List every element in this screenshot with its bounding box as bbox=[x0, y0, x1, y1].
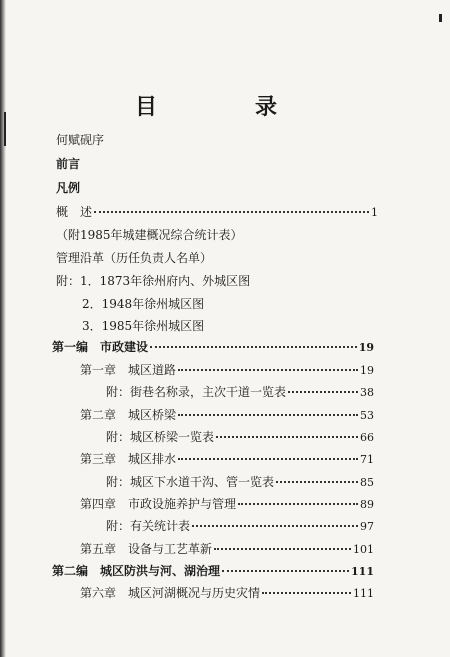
toc-entry-label: 附：城区下水道干沟、管一览表 bbox=[106, 475, 275, 489]
toc-entry-label: 第二编 城区防洪与河、湖治理 bbox=[52, 564, 221, 578]
toc-entry-preface-he bbox=[56, 132, 104, 148]
leader-dots bbox=[216, 435, 358, 438]
leader-dots bbox=[238, 502, 358, 505]
toc-page-number: 111 bbox=[351, 565, 374, 578]
toc-entry-label: 第一编 市政建设 bbox=[52, 340, 149, 354]
leader-dots bbox=[222, 569, 349, 572]
toc-page-number: 89 bbox=[360, 498, 374, 511]
toc-entry-label: 第四章 市政设施养护与管理 bbox=[80, 497, 237, 511]
toc-entry-chapter-5 bbox=[80, 541, 374, 558]
toc-entry-appendix-bridges bbox=[106, 429, 374, 446]
toc-entry-guide bbox=[56, 180, 80, 196]
toc-page-number: 66 bbox=[360, 431, 374, 444]
toc-entry-label: 何赋砚序 bbox=[56, 133, 105, 147]
toc-page-number: 97 bbox=[360, 520, 374, 533]
toc-page-number: 38 bbox=[360, 386, 374, 399]
leader-dots bbox=[178, 368, 358, 371]
toc-entry-appendix-stats bbox=[106, 518, 374, 535]
toc-entry-stats-table bbox=[56, 227, 243, 243]
leader-dots bbox=[178, 413, 358, 416]
scan-mark bbox=[439, 14, 442, 22]
toc-entry-chapter-6 bbox=[80, 585, 374, 602]
toc-entry-label: 第六章 城区河湖概况与历史灾情 bbox=[80, 586, 261, 600]
toc-entry-chapter-1 bbox=[80, 362, 374, 379]
toc-entry-map-1873 bbox=[56, 273, 250, 289]
toc-entry-chapter-3 bbox=[80, 451, 374, 468]
toc-entry-label: 第五章 设备与工艺革新 bbox=[80, 542, 213, 556]
toc-entry-part-1 bbox=[52, 339, 374, 356]
toc-entry-overview bbox=[56, 204, 378, 221]
toc-entry-label: 第一章 城区道路 bbox=[80, 363, 177, 377]
leader-dots bbox=[94, 210, 369, 213]
toc-page-number: 101 bbox=[353, 543, 374, 556]
toc-page-number: 71 bbox=[360, 453, 374, 466]
toc-entry-map-1948 bbox=[82, 296, 204, 312]
toc-page-number: 85 bbox=[360, 476, 374, 489]
toc-page-number: 19 bbox=[360, 364, 374, 377]
toc-page-number: 19 bbox=[358, 341, 374, 354]
leader-dots bbox=[178, 457, 358, 460]
toc-entry-label: 凡例 bbox=[56, 181, 81, 195]
toc-page-number: 53 bbox=[360, 409, 374, 422]
toc-entry-label: 3．1985年徐州城区图 bbox=[82, 319, 205, 333]
leader-dots bbox=[192, 524, 358, 527]
toc-entry-label: 附：1．1873年徐州府内、外城区图 bbox=[56, 274, 251, 288]
leader-dots bbox=[150, 345, 357, 348]
toc-entry-label: （附1985年城建概况综合统计表） bbox=[56, 228, 243, 242]
toc-entry-label: 附：有关统计表 bbox=[106, 519, 191, 533]
leader-dots bbox=[276, 480, 358, 483]
toc-entry-label: 附：街巷名称录，主次干道一览表 bbox=[106, 385, 287, 399]
toc-entry-label: 第三章 城区排水 bbox=[80, 452, 177, 466]
toc-entry-appendix-sewers bbox=[106, 474, 374, 491]
toc-entry-label: 前言 bbox=[56, 157, 81, 171]
toc-entry-chapter-2 bbox=[80, 407, 374, 424]
toc-page-number: 111 bbox=[353, 587, 374, 600]
toc-entry-label: 2．1948年徐州城区图 bbox=[82, 297, 205, 311]
leader-dots bbox=[262, 591, 351, 594]
toc-page-number: 1 bbox=[371, 206, 378, 219]
toc-entry-label: 第二章 城区桥梁 bbox=[80, 408, 177, 422]
toc-entry-foreword bbox=[56, 156, 80, 172]
leader-dots bbox=[214, 547, 351, 550]
toc-entry-part-2 bbox=[52, 563, 374, 580]
toc-entry-label: 概 述 bbox=[56, 205, 93, 219]
toc-entry-appendix-streets bbox=[106, 384, 374, 401]
page-title: 目 录 bbox=[134, 94, 315, 120]
toc-entry-admin-history bbox=[56, 250, 212, 266]
toc-entry-map-1985 bbox=[82, 318, 204, 334]
toc-entry-label: 附：城区桥梁一览表 bbox=[106, 430, 215, 444]
toc-entry-chapter-4 bbox=[80, 496, 374, 513]
leader-dots bbox=[288, 390, 358, 393]
toc-entry-label: 管理沿革（历任负责人名单） bbox=[56, 251, 213, 265]
